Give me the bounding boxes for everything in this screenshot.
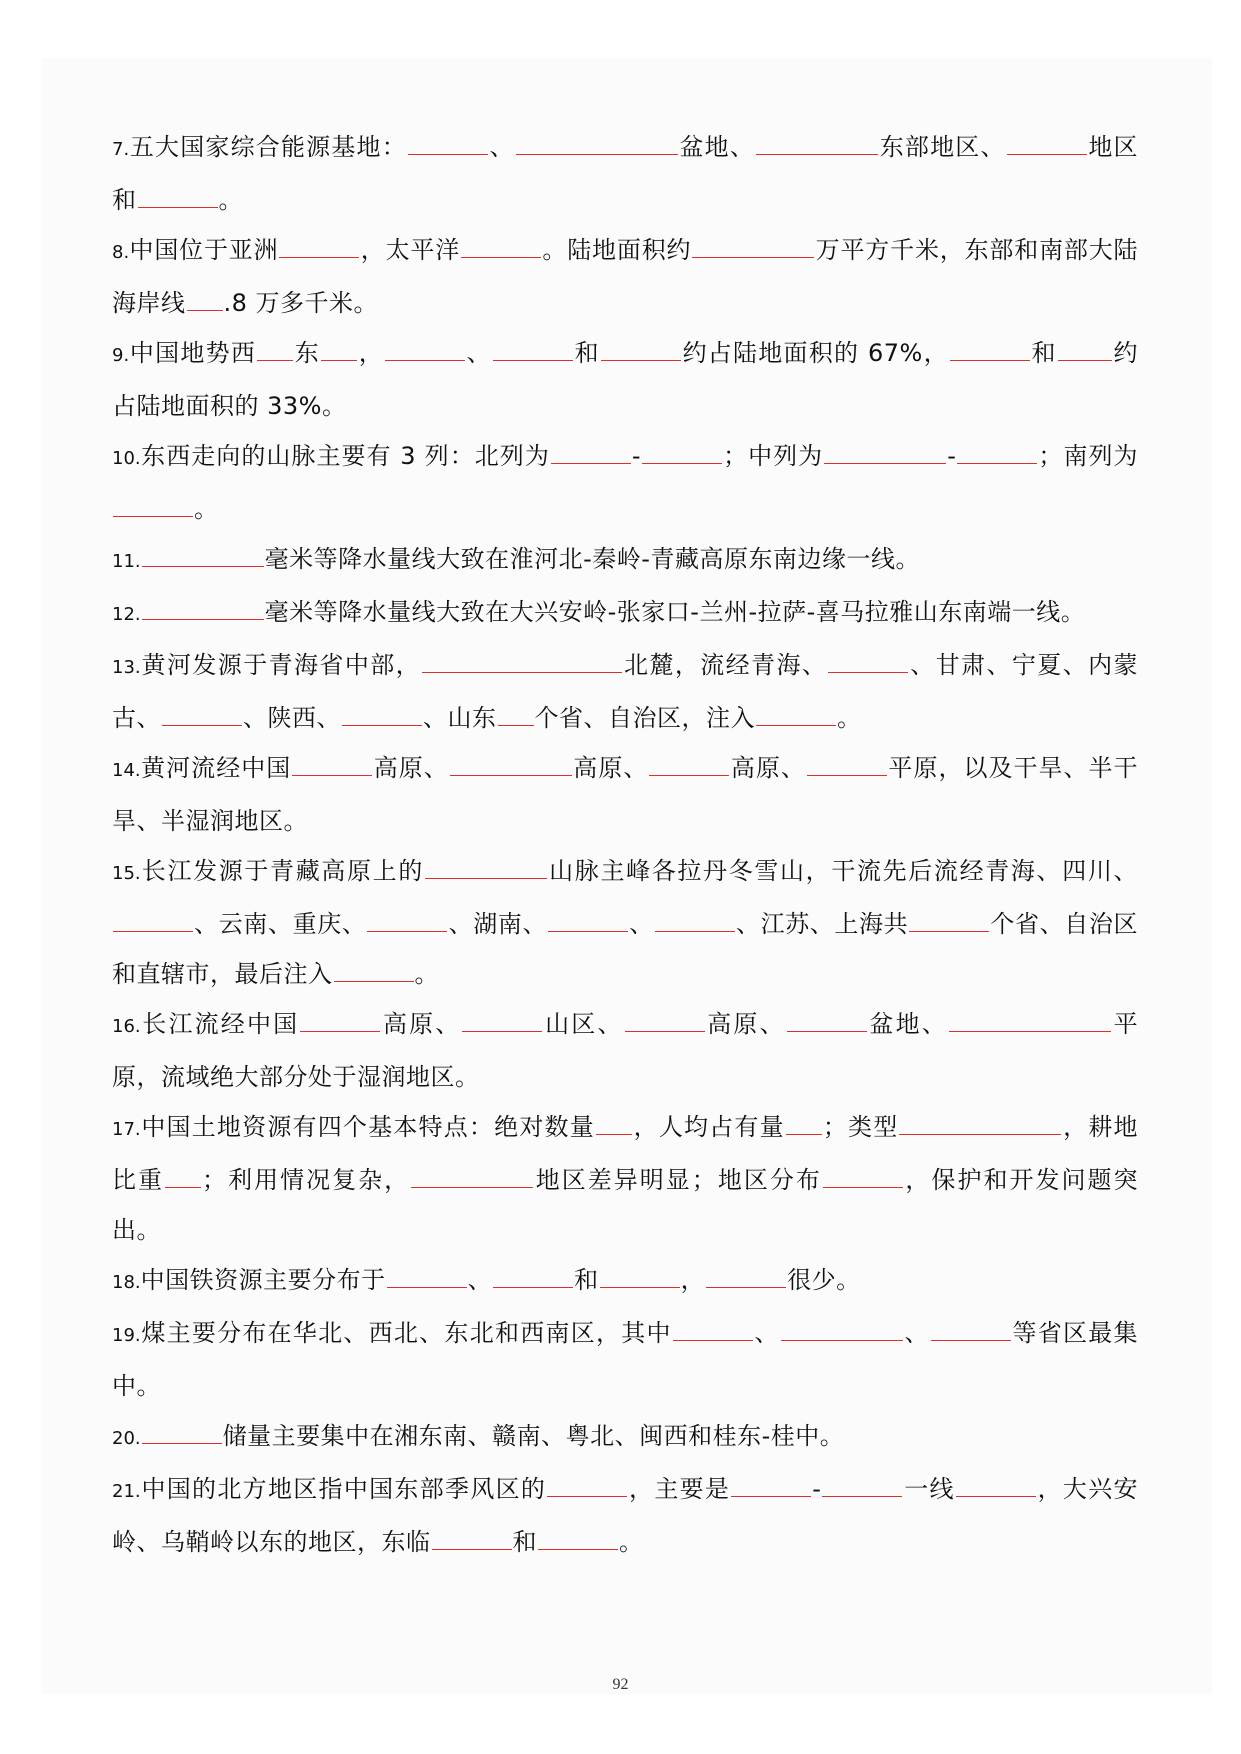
question-item xyxy=(112,640,1138,743)
question-text: 平原，以及干旱、半干旱、半湿润地区。 xyxy=(112,754,1139,835)
question-text: 山脉主峰各拉丹冬雪山，干流先后流经青海、四川、 xyxy=(547,857,1139,885)
question-text: 盆地、 xyxy=(867,1010,948,1038)
fill-in-blank[interactable] xyxy=(828,650,908,673)
question-number: 14. xyxy=(112,760,141,781)
fill-in-blank[interactable] xyxy=(162,703,242,726)
fill-in-blank[interactable] xyxy=(292,753,372,776)
question-text: 。 xyxy=(619,1528,644,1556)
question-text: ；利用情况复杂， xyxy=(202,1166,411,1194)
question-text: 盆地、 xyxy=(678,133,756,161)
question-text: 煤主要分布在华北、西北、东北和西南区，其中 xyxy=(140,1319,672,1347)
fill-in-blank[interactable] xyxy=(649,753,729,776)
question-text: 中国位于亚洲 xyxy=(129,236,279,264)
question-text: 。 xyxy=(414,960,439,988)
fill-in-blank[interactable] xyxy=(1058,338,1112,361)
fill-in-blank[interactable] xyxy=(342,703,422,726)
fill-in-blank[interactable] xyxy=(642,441,722,464)
fill-in-blank[interactable] xyxy=(408,132,488,155)
fill-in-blank[interactable] xyxy=(113,909,193,932)
question-text: 平原，流域绝大部分处于湿润地区。 xyxy=(112,1010,1139,1091)
question-text: ，人均占有量 xyxy=(632,1113,785,1141)
question-text: 、 xyxy=(465,339,492,367)
fill-in-blank[interactable] xyxy=(432,1527,512,1550)
question-text: 和 xyxy=(573,339,600,367)
question-text: 。陆地面积约 xyxy=(542,236,692,264)
fill-in-blank[interactable] xyxy=(411,1165,533,1188)
fill-in-blank[interactable] xyxy=(673,1318,753,1341)
question-text: 。 xyxy=(837,704,862,732)
question-item xyxy=(112,328,1138,431)
fill-in-blank[interactable] xyxy=(596,1112,632,1135)
question-text: ，太平洋 xyxy=(360,236,461,264)
question-text: .8 万多千米。 xyxy=(223,289,379,317)
page-number: 92 xyxy=(612,1676,629,1693)
question-text: 、 xyxy=(488,133,515,161)
question-text: 万平方千米，东部和南部大陆海岸线 xyxy=(112,236,1139,317)
fill-in-blank[interactable] xyxy=(601,338,681,361)
fill-in-blank[interactable] xyxy=(822,1474,902,1497)
fill-in-blank[interactable] xyxy=(551,441,631,464)
fill-in-blank[interactable] xyxy=(538,1527,618,1550)
fill-in-blank[interactable] xyxy=(334,959,414,982)
fill-in-blank[interactable] xyxy=(462,1009,542,1032)
fill-in-blank[interactable] xyxy=(731,1474,811,1497)
fill-in-blank[interactable] xyxy=(786,1112,822,1135)
question-text: ，大兴安岭、乌鞘岭以东的地区，东临 xyxy=(112,1475,1139,1556)
fill-in-blank[interactable] xyxy=(547,1474,627,1497)
question-item xyxy=(112,1464,1138,1567)
fill-in-blank[interactable] xyxy=(422,650,622,673)
fill-in-blank[interactable] xyxy=(387,1265,467,1288)
question-text: 、甘肃、宁夏、内蒙古、 xyxy=(112,651,1139,732)
question-text: 毫米等降水量线大致在大兴安岭-张家口-兰州-拉萨-喜马拉雅山东南端一线。 xyxy=(264,598,1086,626)
fill-in-blank[interactable] xyxy=(781,1318,903,1341)
question-text: 、 xyxy=(753,1319,780,1347)
question-text: 等省区最集中。 xyxy=(112,1319,1139,1400)
question-item xyxy=(112,587,1138,640)
fill-in-blank[interactable] xyxy=(807,753,887,776)
fill-in-blank[interactable] xyxy=(548,909,628,932)
question-text: 东 xyxy=(294,339,320,367)
question-text: 黄河流经中国 xyxy=(140,754,292,782)
question-text: 东西走向的山脉主要有 3 列：北列为 xyxy=(140,442,550,470)
fill-in-blank[interactable] xyxy=(756,703,836,726)
fill-in-blank[interactable] xyxy=(909,909,989,932)
question-item xyxy=(112,122,1138,225)
question-item xyxy=(112,743,1138,846)
question-number: 21. xyxy=(112,1481,141,1502)
fill-in-blank[interactable] xyxy=(461,235,541,258)
question-text: ，保护和开发问题突出。 xyxy=(112,1166,1139,1244)
question-number: 8. xyxy=(112,242,130,263)
question-text: ， xyxy=(680,1266,706,1294)
question-number: 10. xyxy=(112,448,141,469)
question-text: 很少。 xyxy=(787,1266,861,1294)
question-text: 毫米等降水量线大致在淮河北-秦岭-青藏高原东南边缘一线。 xyxy=(264,545,920,573)
fill-in-blank[interactable] xyxy=(493,338,573,361)
question-item xyxy=(112,1308,1138,1411)
fill-in-blank[interactable] xyxy=(138,185,218,208)
fill-in-blank[interactable] xyxy=(142,544,264,567)
question-item xyxy=(112,999,1138,1102)
question-number: 7. xyxy=(112,139,130,160)
question-text: ，耕地比重 xyxy=(112,1113,1139,1194)
fill-in-blank[interactable] xyxy=(321,338,357,361)
question-text: 、江苏、上海共 xyxy=(735,910,909,938)
question-text: 地区差异明显；地区分布 xyxy=(534,1166,822,1194)
question-text: 黄河发源于青海省中部， xyxy=(140,651,422,679)
question-text: 高原、 xyxy=(572,754,649,782)
fill-in-blank[interactable] xyxy=(655,909,735,932)
question-text: 。 xyxy=(218,186,243,214)
question-item xyxy=(112,534,1138,587)
question-text: 中国地势西 xyxy=(129,339,257,367)
question-text: 约占陆地面积的 33%。 xyxy=(112,339,1139,420)
question-text: 约占陆地面积的 67%， xyxy=(681,339,949,367)
question-number: 16. xyxy=(112,1016,141,1037)
fill-in-blank[interactable] xyxy=(950,338,1030,361)
fill-in-blank[interactable] xyxy=(257,338,293,361)
question-text: 中国铁资源主要分布于 xyxy=(140,1266,386,1294)
fill-in-blank[interactable] xyxy=(187,288,223,311)
fill-in-blank[interactable] xyxy=(113,494,193,517)
fill-in-blank[interactable] xyxy=(142,597,264,620)
question-text: ， xyxy=(358,339,384,367)
fill-in-blank[interactable] xyxy=(824,441,946,464)
question-text: 、 xyxy=(467,1266,493,1294)
question-text: 地区和 xyxy=(112,133,1139,214)
fill-in-blank[interactable] xyxy=(385,338,465,361)
question-text: - xyxy=(947,442,957,470)
question-number: 20. xyxy=(112,1428,141,1449)
question-text: 高原、 xyxy=(730,754,806,782)
fill-in-blank[interactable] xyxy=(706,1265,786,1288)
fill-in-blank[interactable] xyxy=(931,1318,1011,1341)
question-text: ，主要是 xyxy=(628,1475,731,1503)
question-text: ；类型 xyxy=(822,1113,899,1141)
question-text: 长江发源于青藏高原上的 xyxy=(140,857,424,885)
question-text: 、湖南、 xyxy=(448,910,548,938)
question-text: ；南列为 xyxy=(1038,442,1139,470)
fill-in-blank[interactable] xyxy=(823,1165,903,1188)
question-text: 。 xyxy=(194,495,219,523)
fill-in-blank[interactable] xyxy=(756,132,878,155)
question-text: 个省、自治区，注入 xyxy=(534,704,755,732)
fill-in-blank[interactable] xyxy=(957,441,1037,464)
fill-in-blank[interactable] xyxy=(787,1009,867,1032)
fill-in-blank[interactable] xyxy=(425,856,547,879)
question-item xyxy=(112,1411,1138,1464)
fill-in-blank[interactable] xyxy=(498,703,534,726)
question-number: 13. xyxy=(112,657,141,678)
question-text: 、 xyxy=(903,1319,930,1347)
question-text: 、陕西、 xyxy=(243,704,341,732)
question-text: 、山东 xyxy=(423,704,497,732)
question-text: 和 xyxy=(574,1266,599,1294)
question-number: 18. xyxy=(112,1272,141,1293)
question-text: 和 xyxy=(1030,339,1057,367)
question-number: 17. xyxy=(112,1119,141,1140)
question-item xyxy=(112,1102,1138,1255)
fill-in-blank[interactable] xyxy=(279,235,359,258)
question-text: 个省、自治区和直辖市，最后注入 xyxy=(112,910,1139,988)
question-text: - xyxy=(812,1475,822,1503)
question-text: 中国土地资源有四个基本特点：绝对数量 xyxy=(140,1113,595,1141)
question-text: 、 xyxy=(629,910,654,938)
fill-in-blank[interactable] xyxy=(600,1265,680,1288)
question-text: ；中列为 xyxy=(723,442,824,470)
fill-in-blank[interactable] xyxy=(692,235,814,258)
fill-in-blank[interactable] xyxy=(1007,132,1087,155)
question-number: 9. xyxy=(112,345,130,366)
fill-in-blank[interactable] xyxy=(450,753,572,776)
question-item xyxy=(112,225,1138,328)
question-item xyxy=(112,431,1138,534)
question-text: 长江流经中国 xyxy=(140,1010,300,1038)
question-text: 高原、 xyxy=(381,1010,462,1038)
question-text: 五大国家综合能源基地： xyxy=(129,133,407,161)
question-number: 11. xyxy=(112,551,141,572)
question-text: 山区、 xyxy=(543,1010,624,1038)
fill-in-blank[interactable] xyxy=(367,909,447,932)
fill-in-blank[interactable] xyxy=(165,1165,201,1188)
question-text: 高原、 xyxy=(373,754,449,782)
fill-in-blank[interactable] xyxy=(142,1421,222,1444)
question-text: 高原、 xyxy=(705,1010,786,1038)
fill-in-blank[interactable] xyxy=(956,1474,1036,1497)
fill-in-blank[interactable] xyxy=(300,1009,380,1032)
question-item xyxy=(112,1255,1138,1308)
question-number: 15. xyxy=(112,863,141,884)
question-list xyxy=(112,122,1138,1567)
question-item xyxy=(112,846,1138,999)
fill-in-blank[interactable] xyxy=(493,1265,573,1288)
question-text: 储量主要集中在湘东南、赣南、粤北、闽西和桂东-桂中。 xyxy=(222,1422,845,1450)
question-text: - xyxy=(631,442,642,470)
fill-in-blank[interactable] xyxy=(949,1009,1111,1032)
question-text: 东部地区、 xyxy=(879,133,1006,161)
fill-in-blank[interactable] xyxy=(899,1112,1061,1135)
question-text: 中国的北方地区指中国东部季风区的 xyxy=(140,1475,547,1503)
fill-in-blank[interactable] xyxy=(625,1009,705,1032)
question-text: 一线 xyxy=(903,1475,955,1503)
question-number: 19. xyxy=(112,1325,141,1346)
question-text: 和 xyxy=(512,1528,537,1556)
fill-in-blank[interactable] xyxy=(516,132,678,155)
question-text: 、云南、重庆、 xyxy=(194,910,367,938)
question-number: 12. xyxy=(112,604,141,625)
question-text: 北麓，流经青海、 xyxy=(623,651,828,679)
